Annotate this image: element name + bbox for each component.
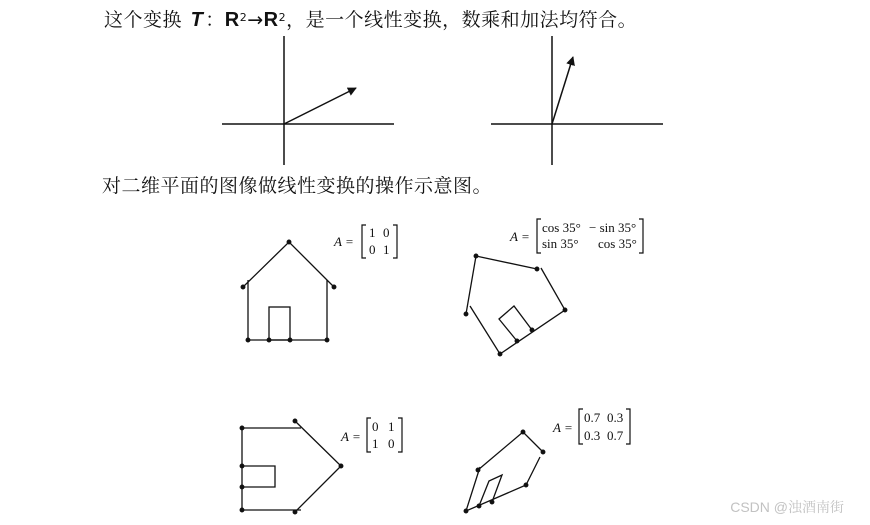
vector-arrow-left (284, 88, 356, 124)
matrix-rotation (509, 219, 643, 253)
matrix-rotation-a12: − sin 35° (589, 220, 637, 235)
matrix-identity-brackets (362, 225, 397, 258)
axes-left (222, 36, 394, 165)
matrix-rotation-a22: cos 35° (598, 236, 637, 251)
matrix-rotation-label: A = (510, 229, 530, 244)
vector-arrow-right (552, 57, 573, 124)
matrix-identity-a22: 1 (383, 242, 390, 257)
intro-prefix: 这个变换 (104, 9, 183, 31)
domain-symbol: R (224, 9, 240, 31)
intro-suffix: ，是一个线性变换，数乘和加法均符合。 (286, 9, 638, 31)
matrix-identity-a11: 1 (369, 225, 376, 240)
arrow-symbol: → (247, 9, 264, 31)
domain-exponent: 2 (239, 11, 248, 24)
matrix-identity-label: A = (334, 234, 354, 249)
codomain-exponent: 2 (278, 11, 287, 24)
house-rotation (464, 254, 567, 356)
matrix-identity-a21: 0 (369, 242, 376, 257)
matrix-scale (552, 409, 630, 444)
matrix-scale-label: A = (553, 420, 573, 435)
matrix-scale-a21: 0.3 (584, 428, 601, 443)
house-identity (241, 240, 336, 342)
codomain-symbol: R (263, 9, 279, 31)
matrix-rotation-a11: cos 35° (542, 220, 581, 235)
matrix-swap-a21: 1 (372, 436, 379, 451)
figure-caption: 对二维平面的图像做线性变换的操作示意图。 (102, 175, 493, 197)
house-scale (464, 430, 545, 513)
matrix-swap-a12: 1 (388, 419, 395, 434)
matrix-scale-a12: 0.3 (607, 410, 624, 425)
matrix-swap-label: A = (341, 429, 361, 444)
transform-symbol: T (190, 9, 204, 31)
axes-right (491, 36, 663, 165)
matrix-scale-a11: 0.7 (584, 410, 601, 425)
colon: ： (205, 9, 225, 31)
house-swap (240, 419, 343, 514)
matrix-identity (333, 225, 397, 258)
watermark: CSDN @浊酒南街 (730, 499, 844, 515)
matrix-swap-a22: 0 (388, 436, 395, 451)
matrix-scale-a22: 0.7 (607, 428, 624, 443)
matrix-identity-a12: 0 (383, 225, 390, 240)
matrix-swap (340, 418, 402, 452)
matrix-rotation-a21: sin 35° (542, 236, 579, 251)
matrix-swap-a11: 0 (372, 419, 379, 434)
